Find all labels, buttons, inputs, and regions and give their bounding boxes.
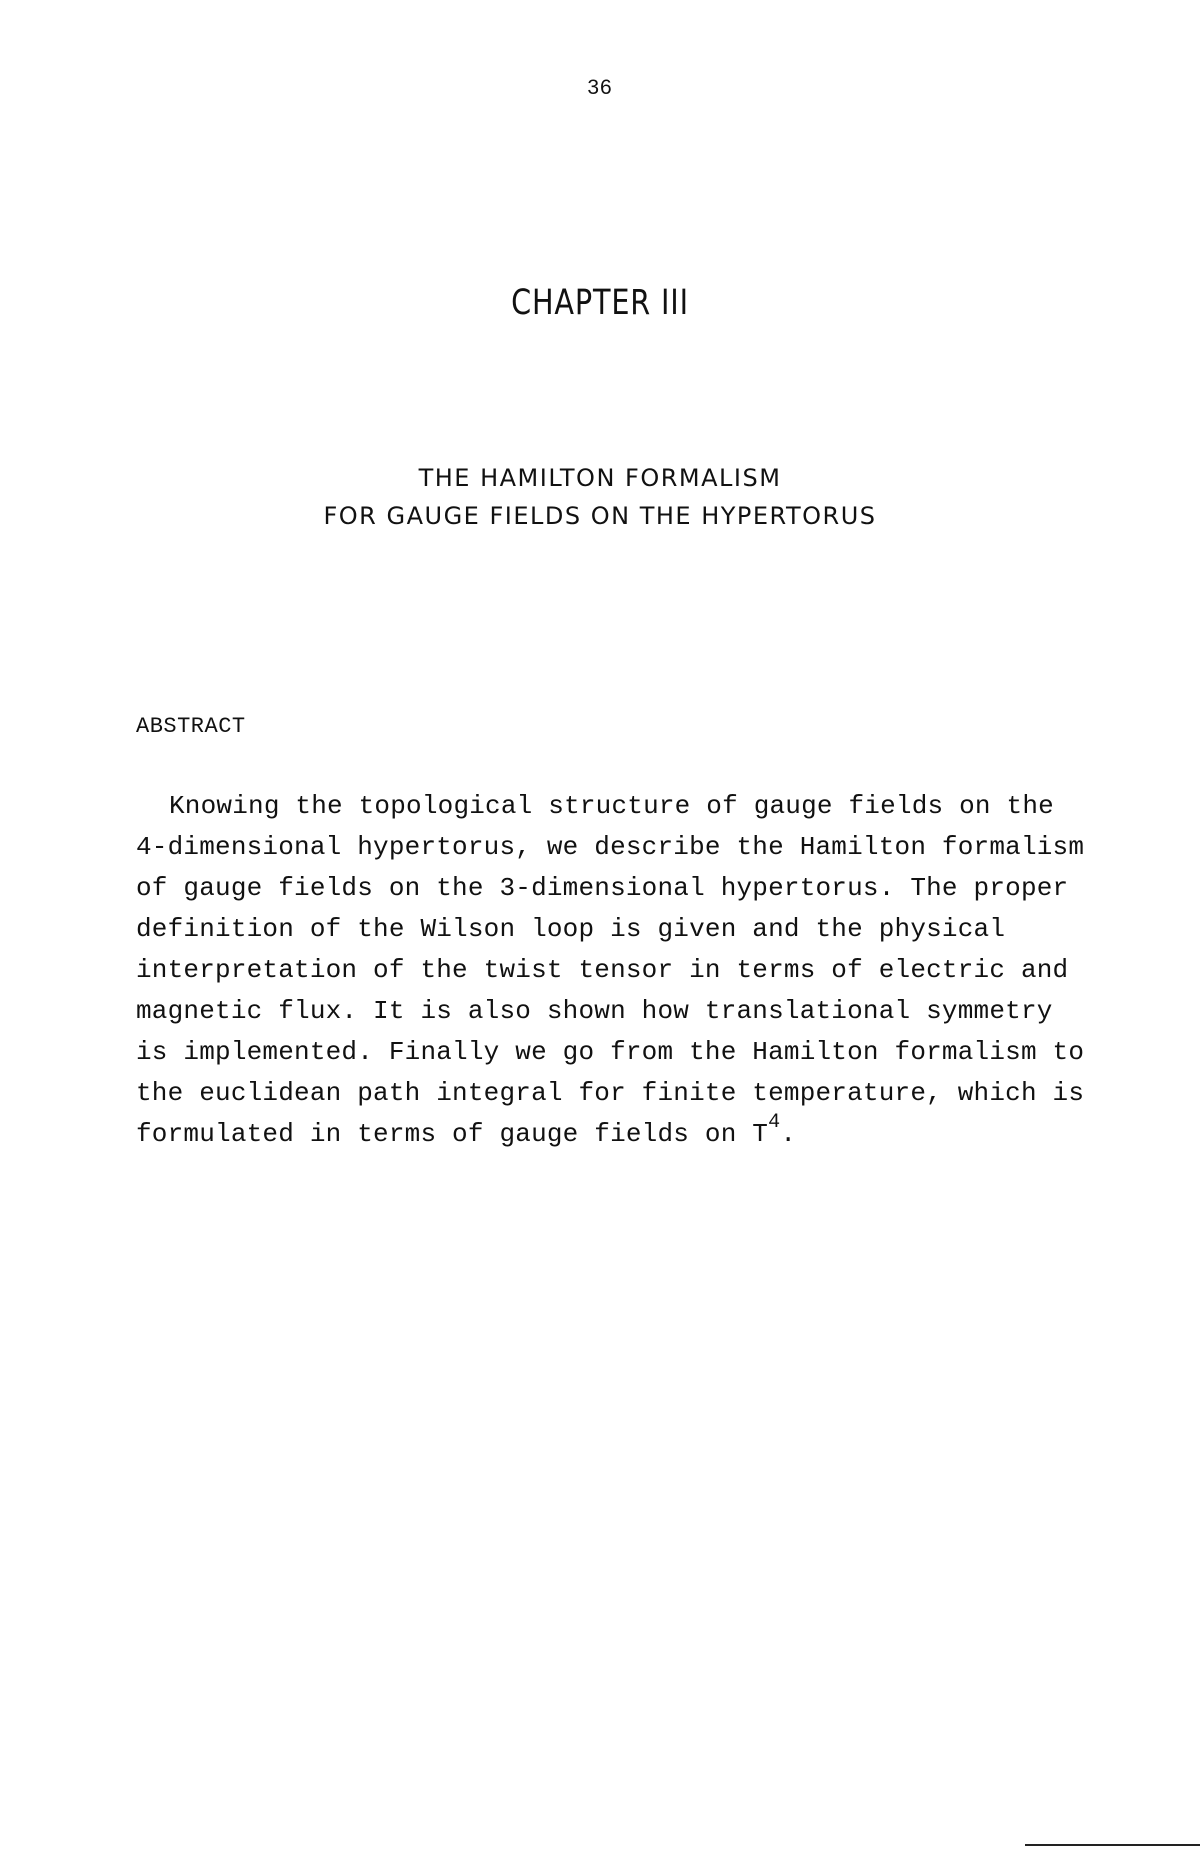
abstract-last-line-end: . <box>780 1119 797 1149</box>
page-number: 36 <box>587 76 613 99</box>
abstract-line: interpretation of the twist tensor in terms of electric and <box>136 955 1069 985</box>
abstract-line: definition of the Wilson loop is given and the physical <box>136 914 1006 944</box>
abstract-line: 4-dimensional hypertorus, we describe the Hamilton formalism <box>136 832 1085 862</box>
abstract-line: is implemented. Finally we go from the Hamilton formalism to <box>136 1037 1085 1067</box>
abstract-line: the euclidean path integral for finite temperature, which is <box>136 1078 1085 1108</box>
chapter-title <box>0 459 1200 535</box>
abstract-line: of gauge fields on the 3-dimensional hypertorus. The proper <box>136 873 1069 903</box>
chapter-heading: CHAPTER III <box>511 283 689 323</box>
abstract-line: magnetic flux. It is also shown how translational symmetry <box>136 996 1053 1026</box>
bottom-rule <box>1025 1844 1200 1846</box>
chapter-title-line-2: FOR GAUGE FIELDS ON THE HYPERTORUS <box>323 502 877 530</box>
abstract-heading: ABSTRACT <box>136 714 246 739</box>
chapter-title-line-1: THE HAMILTON FORMALISM <box>418 464 782 492</box>
abstract-line: Knowing the topological structure of gauge fields on the <box>169 791 1054 821</box>
abstract-body <box>136 786 1136 1155</box>
abstract-last-line <box>136 1111 1136 1155</box>
abstract-last-line-text: formulated in terms of gauge fields on T <box>136 1119 769 1149</box>
superscript-exponent: 4 <box>768 1111 781 1134</box>
